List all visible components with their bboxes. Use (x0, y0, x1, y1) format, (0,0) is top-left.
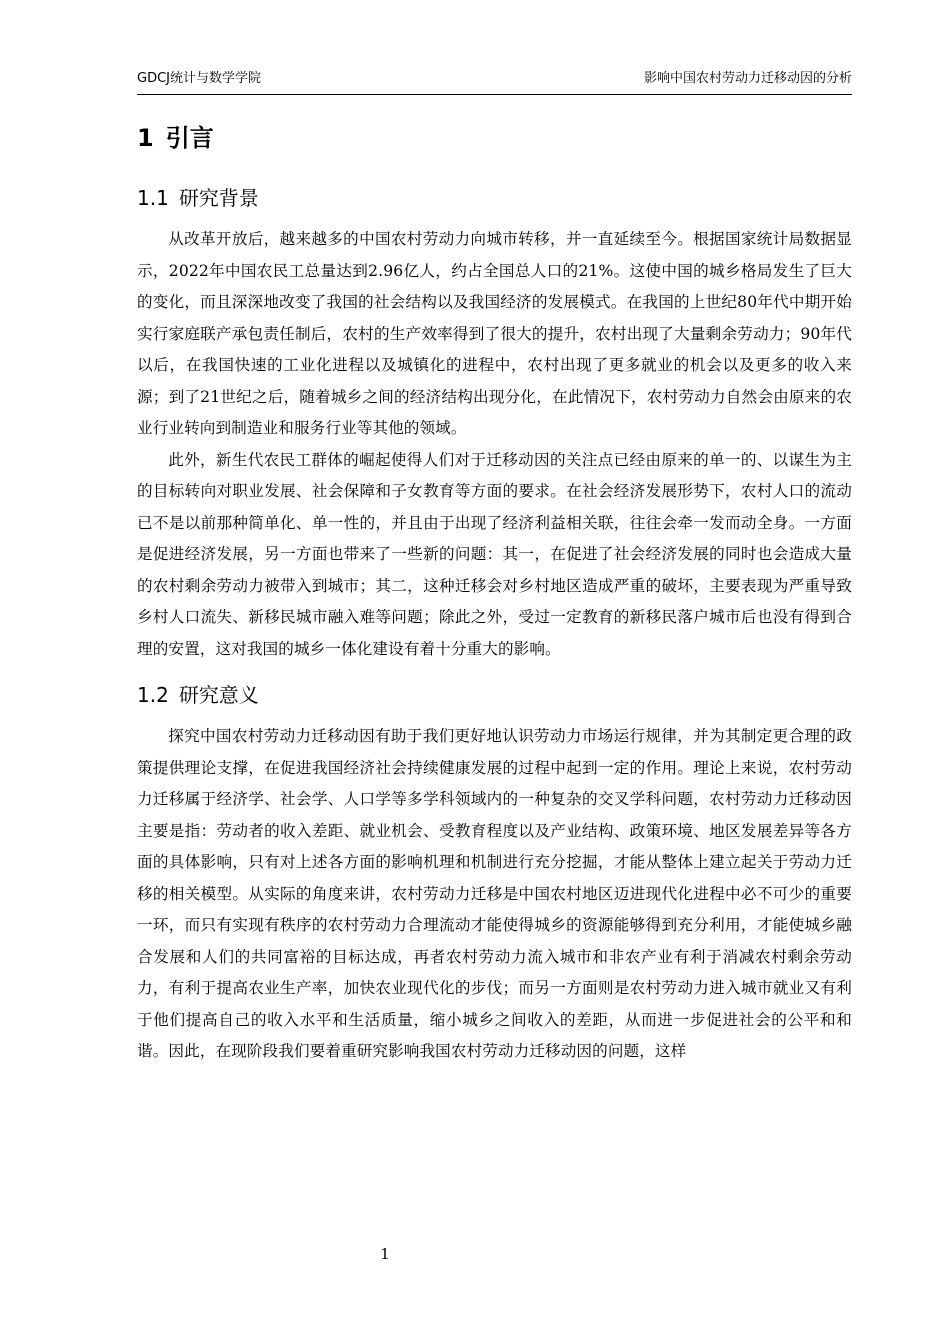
chapter-number: 1 (137, 124, 154, 152)
running-header (137, 70, 852, 95)
section-heading-1-2 (137, 677, 852, 713)
section-title: 研究背景 (178, 186, 259, 210)
section-number: 1.1 (137, 186, 169, 210)
section-heading-1-1 (137, 180, 852, 216)
page-number: 1 (380, 1245, 390, 1263)
page-body (137, 118, 852, 1068)
header-paper-title: 影响中国农村劳动力迁移动因的分析 (643, 71, 852, 86)
header-institution: GDCJ统计与数学学院 (137, 71, 261, 86)
paragraph-background-1: 从改革开放后，越来越多的中国农村劳动力向城市转移，并一直延续至今。根据国家统计局数据显示，2022年中国农民工总量达到2.96亿人，约占全国总人口的21%。这使中国的城乡格局发生了巨大的变化，而且深深地改变了我国的社会结构以及我国经济的发展模式。在我国的上世纪80年代中期开始实行家庭联产承包责任制后，农村的生产效率得到了很大的提升，农村出现了大量剩余劳动力；90年代以后，在我国快速的工业化进程以及城镇化的进程中，农村出现了更多就业的机会以及更多的收入来源；到了21世纪之后，随着城乡之间的经济结构出现分化，在此情况下，农村劳动力自然会由原来的农业行业转向到制造业和服务行业等其他的领域。 (137, 230, 852, 437)
paragraph-background-2: 此外，新生代农民工群体的崛起使得人们对于迁移动因的关注点已经由原来的单一的、以谋生为主的目标转向对职业发展、社会保障和子女教育等方面的要求。在社会经济发展形势下，农村人口的流动已不是以前那种简单化、单一性的，并且由于出现了经济利益相关联，往往会牵一发而动全身。一方面是促进经济发展，另一方面也带来了一些新的问题：其一，在促进了社会经济发展的同时也会造成大量的农村剩余劳动力被带入到城市；其二，这种迁移会对乡村地区造成严重的破坏，主要表现为严重导致乡村人口流失、新移民城市融入难等问题；除此之外，受过一定教育的新移民落户城市后也没有得到合理的安置，这对我国的城乡一体化建设有着十分重大的影响。 (137, 450, 852, 658)
chapter-title: 引言 (165, 124, 214, 152)
section-number: 1.2 (137, 683, 169, 707)
section-title: 研究意义 (178, 683, 259, 707)
paragraph-significance-1: 探究中国农村劳动力迁移动因有助于我们更好地认识劳动力市场运行规律，并为其制定更合理的政策提供理论支撑，在促进我国经济社会持续健康发展的过程中起到一定的作用。理论上来说，农村劳动力迁移属于经济学、社会学、人口学等多学科领域内的一种复杂的交叉学科问题，农村劳动力迁移动因主要是指：劳动者的收入差距、就业机会、受教育程度以及产业结构、政策环境、地区发展差异等各方面的具体影响，只有对上述各方面的影响机理和机制进行充分挖掘，才能从整体上建立起关于劳动力迁移的相关模型。从实际的角度来讲，农村劳动力迁移是中国农村地区迈进现代化进程中必不可少的重要一环，而只有实现有秩序的农村劳动力合理流动才能使得城乡的资源能够得到充分利用，才能使城乡融合发展和人们的共同富裕的目标达成，再者农村劳动力流入城市和非农产业有利于消减农村剩余劳动力，有利于提高农业生产率，加快农业现代化的步伐；而另一方面则是农村劳动力进入城市就业又有利于他们提高自己的收入水平和生活质量，缩小城乡之间收入的差距，从而进一步促进社会的公平和和谐。因此，在现阶段我们要着重研究影响我国农村劳动力迁移动因的问题，这样 (137, 727, 852, 1060)
chapter-heading (137, 118, 852, 158)
